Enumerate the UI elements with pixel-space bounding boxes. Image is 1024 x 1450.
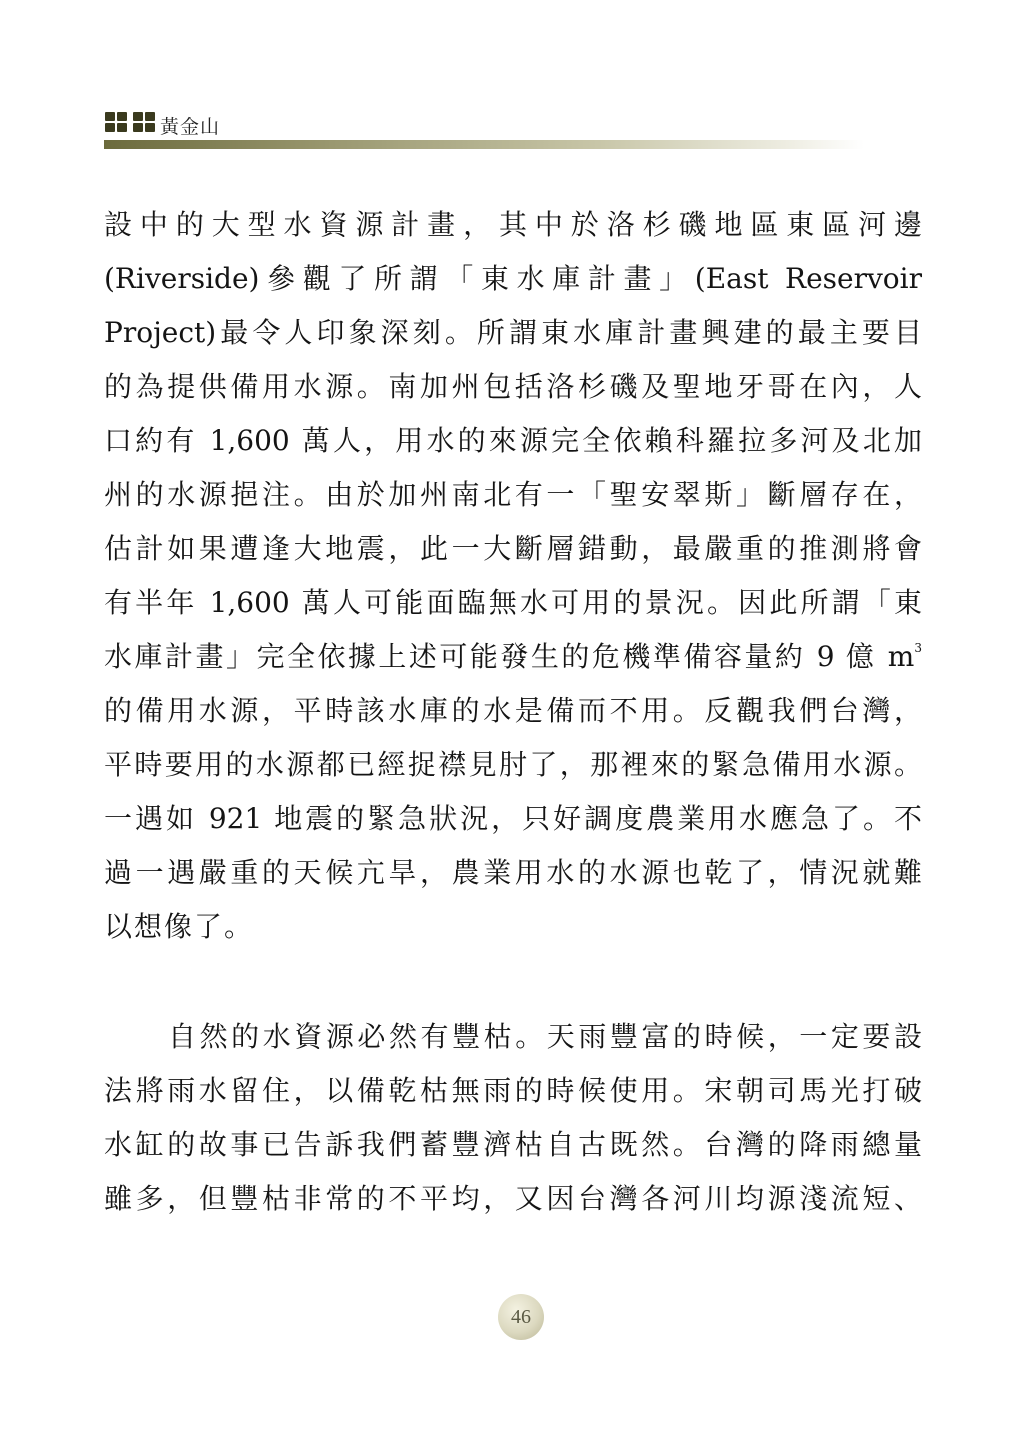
text-line: 過一遇嚴重的天候亢旱，農業用水的水源也乾了，情況就難 — [104, 856, 922, 889]
author-name: 黃金山 — [160, 116, 221, 138]
header-rule — [104, 140, 864, 149]
page-header — [104, 108, 864, 148]
text-line: 州的水源挹注。由於加州南北有一「聖安翠斯」斷層存在， — [104, 478, 922, 511]
text-line: (Riverside)參觀了所謂「東水庫計畫」(East Reservoir — [104, 262, 922, 295]
text-line: 平時要用的水源都已經捉襟見肘了，那裡來的緊急備用水源。 — [104, 748, 922, 781]
text-line: 以想像了。 — [104, 910, 255, 943]
text-line: 水缸的故事已告訴我們蓄豐濟枯自古既然。台灣的降雨總量 — [104, 1128, 922, 1161]
body-text — [104, 198, 922, 1226]
text-line: 的為提供備用水源。南加州包括洛杉磯及聖地牙哥在內，人 — [104, 370, 922, 403]
page-number-badge — [498, 1294, 544, 1340]
page-number: 46 — [511, 1305, 531, 1328]
text-line: 估計如果遭逢大地震，此一大斷層錯動，最嚴重的推測將會 — [104, 532, 922, 565]
text-line: 自然的水資源必然有豐枯。天雨豐富的時候，一定要設 — [168, 1020, 922, 1053]
text-line-with-unit — [104, 630, 922, 684]
text-line: 設中的大型水資源計畫，其中於洛杉磯地區東區河邊 — [104, 208, 922, 241]
text-line: 一遇如 921 地震的緊急狀況，只好調度農業用水應急了。不 — [104, 802, 922, 835]
paragraph-gap — [104, 954, 922, 1010]
text-line: Project)最令人印象深刻。所謂東水庫計畫興建的最主要目 — [104, 316, 922, 349]
text-line: 的備用水源，平時該水庫的水是備而不用。反觀我們台灣， — [104, 694, 922, 727]
text-line: 有半年 1,600 萬人可能面臨無水可用的景況。因此所謂「東 — [104, 586, 922, 619]
text-line: 口約有 1,600 萬人，用水的來源完全依賴科羅拉多河及北加 — [104, 424, 922, 457]
twin-cross-logo-icon — [104, 110, 158, 134]
text-line: 雖多，但豐枯非常的不平均，又因台灣各河川均源淺流短、 — [104, 1182, 922, 1215]
unit-line-text: 水庫計畫」完全依據上述可能發生的危機準備容量約 9 億 m — [104, 640, 915, 673]
text-line: 法將雨水留住，以備乾枯無雨的時候使用。宋朝司馬光打破 — [104, 1074, 922, 1107]
unit-superscript: 3 — [914, 641, 922, 655]
